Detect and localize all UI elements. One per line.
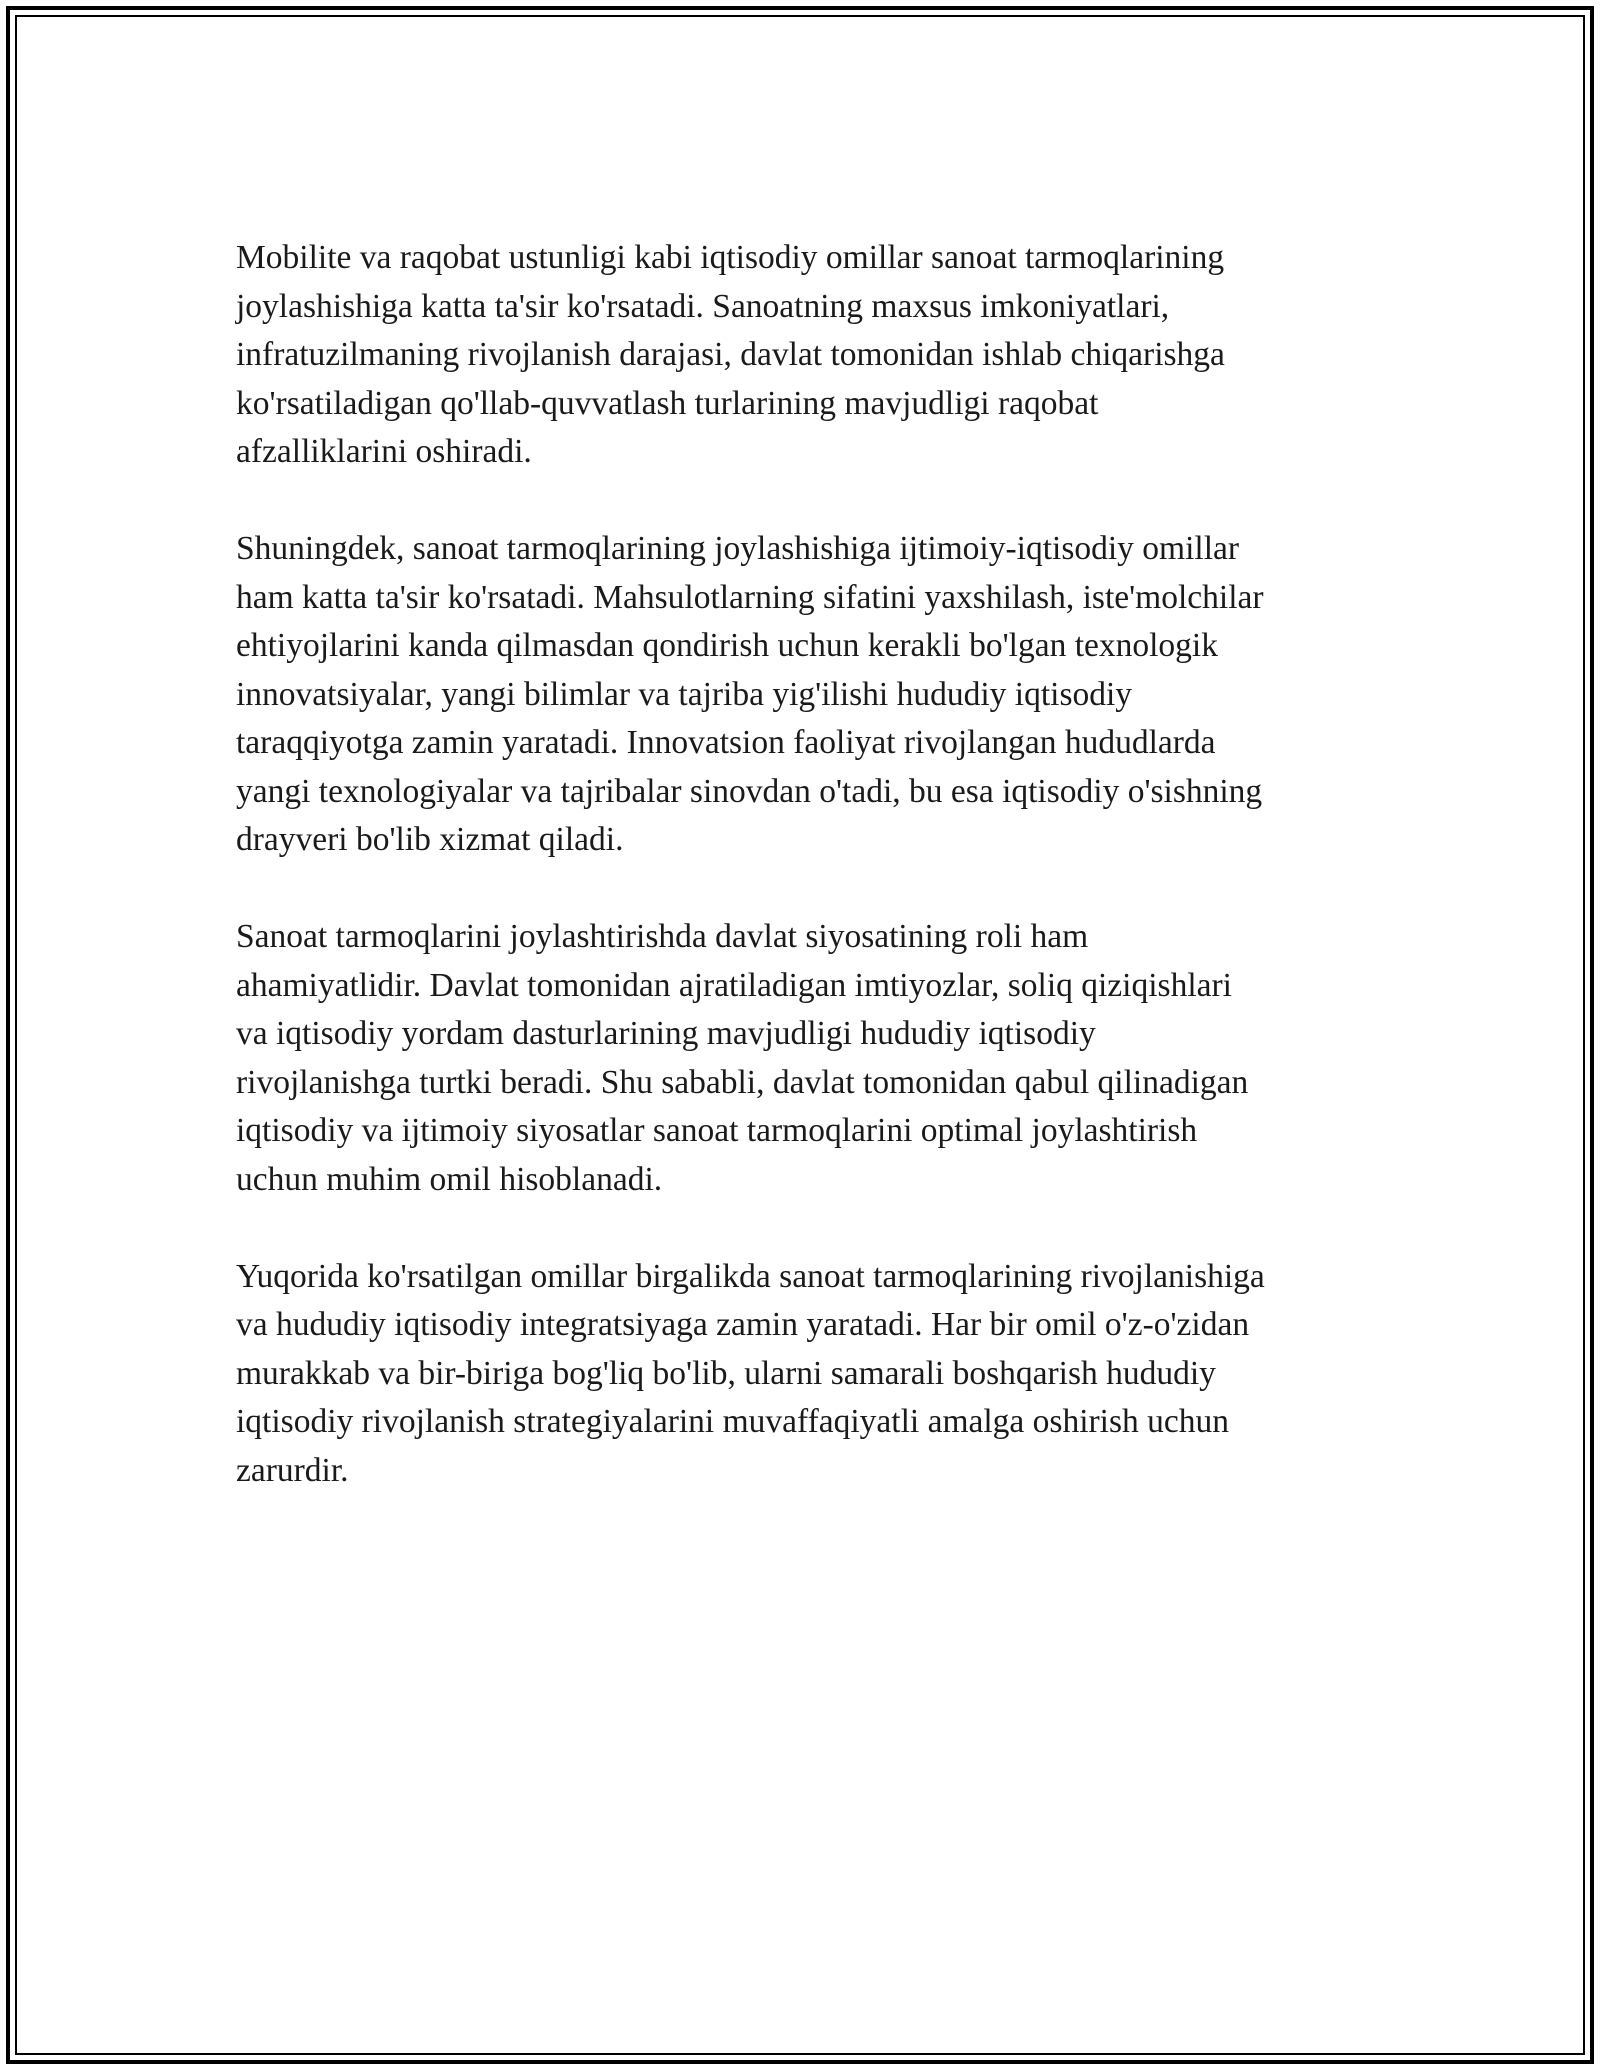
document-body (236, 234, 1386, 1544)
paragraph-4: Yuqorida ko'rsatilgan omillar birgalikda sanoat tarmoqlarining rivojlanishiga va hududiy iqtisodiy integratsiyaga zamin yaratadi. Har bir omil o'z-o'zidan murakkab va bir-biriga bog'liq bo'lib, ularni samarali boshqarish hududiy iqtisodiy rivojlanish strategiyalarini muvaffaqiyatli amalga oshirish uchun zarurdir. (236, 1257, 1265, 1489)
paragraph-1: Mobilite va raqobat ustunligi kabi iqtisodiy omillar sanoat tarmoqlarining joylashishiga katta ta'sir ko'rsatadi. Sanoatning maxsus imkoniyatlari, infratuzilmaning rivojlanish darajasi, davlat tomonidan ishlab chiqarishga ko'rsatiladigan qo'llab-quvvatlash turlarining mavjudligi raqobat afzalliklarini oshiradi. (236, 239, 1225, 470)
paragraph-3: Sanoat tarmoqlarini joylashtirishda davlat siyosatining roli ham ahamiyatlidir. Davlat tomonidan ajratiladigan imtiyozlar, soliq qiziqishlari va iqtisodiy yordam dasturlarining mavjudligi hududiy iqtisodiy rivojlanishga turtki beradi. Shu sababli, davlat tomonidan qabul qilinadigan iqtisodiy va ijtimoiy siyosatlar sanoat tarmoqlarini optimal joylashtirish uchun muhim omil hisoblanadi. (236, 918, 1249, 1198)
paragraph-2: Shuningdek, sanoat tarmoqlarining joylashishiga ijtimoiy-iqtisodiy omillar ham katta ta'sir ko'rsatadi. Mahsulotlarning sifatini yaxshilash, iste'molchilar ehtiyojlarini kanda qilmasdan qondirish uchun kerakli bo'lgan texnologik innovatsiyalar, yangi bilimlar va tajriba yig'ilishi hududiy iqtisodiy taraqqiyotga zamin yaratadi. Innovatsion faoliyat rivojlangan hududlarda yangi texnologiyalar va tajribalar sinovdan o'tadi, bu esa iqtisodiy o'sishning drayveri bo'lib xizmat qiladi. (236, 530, 1264, 858)
